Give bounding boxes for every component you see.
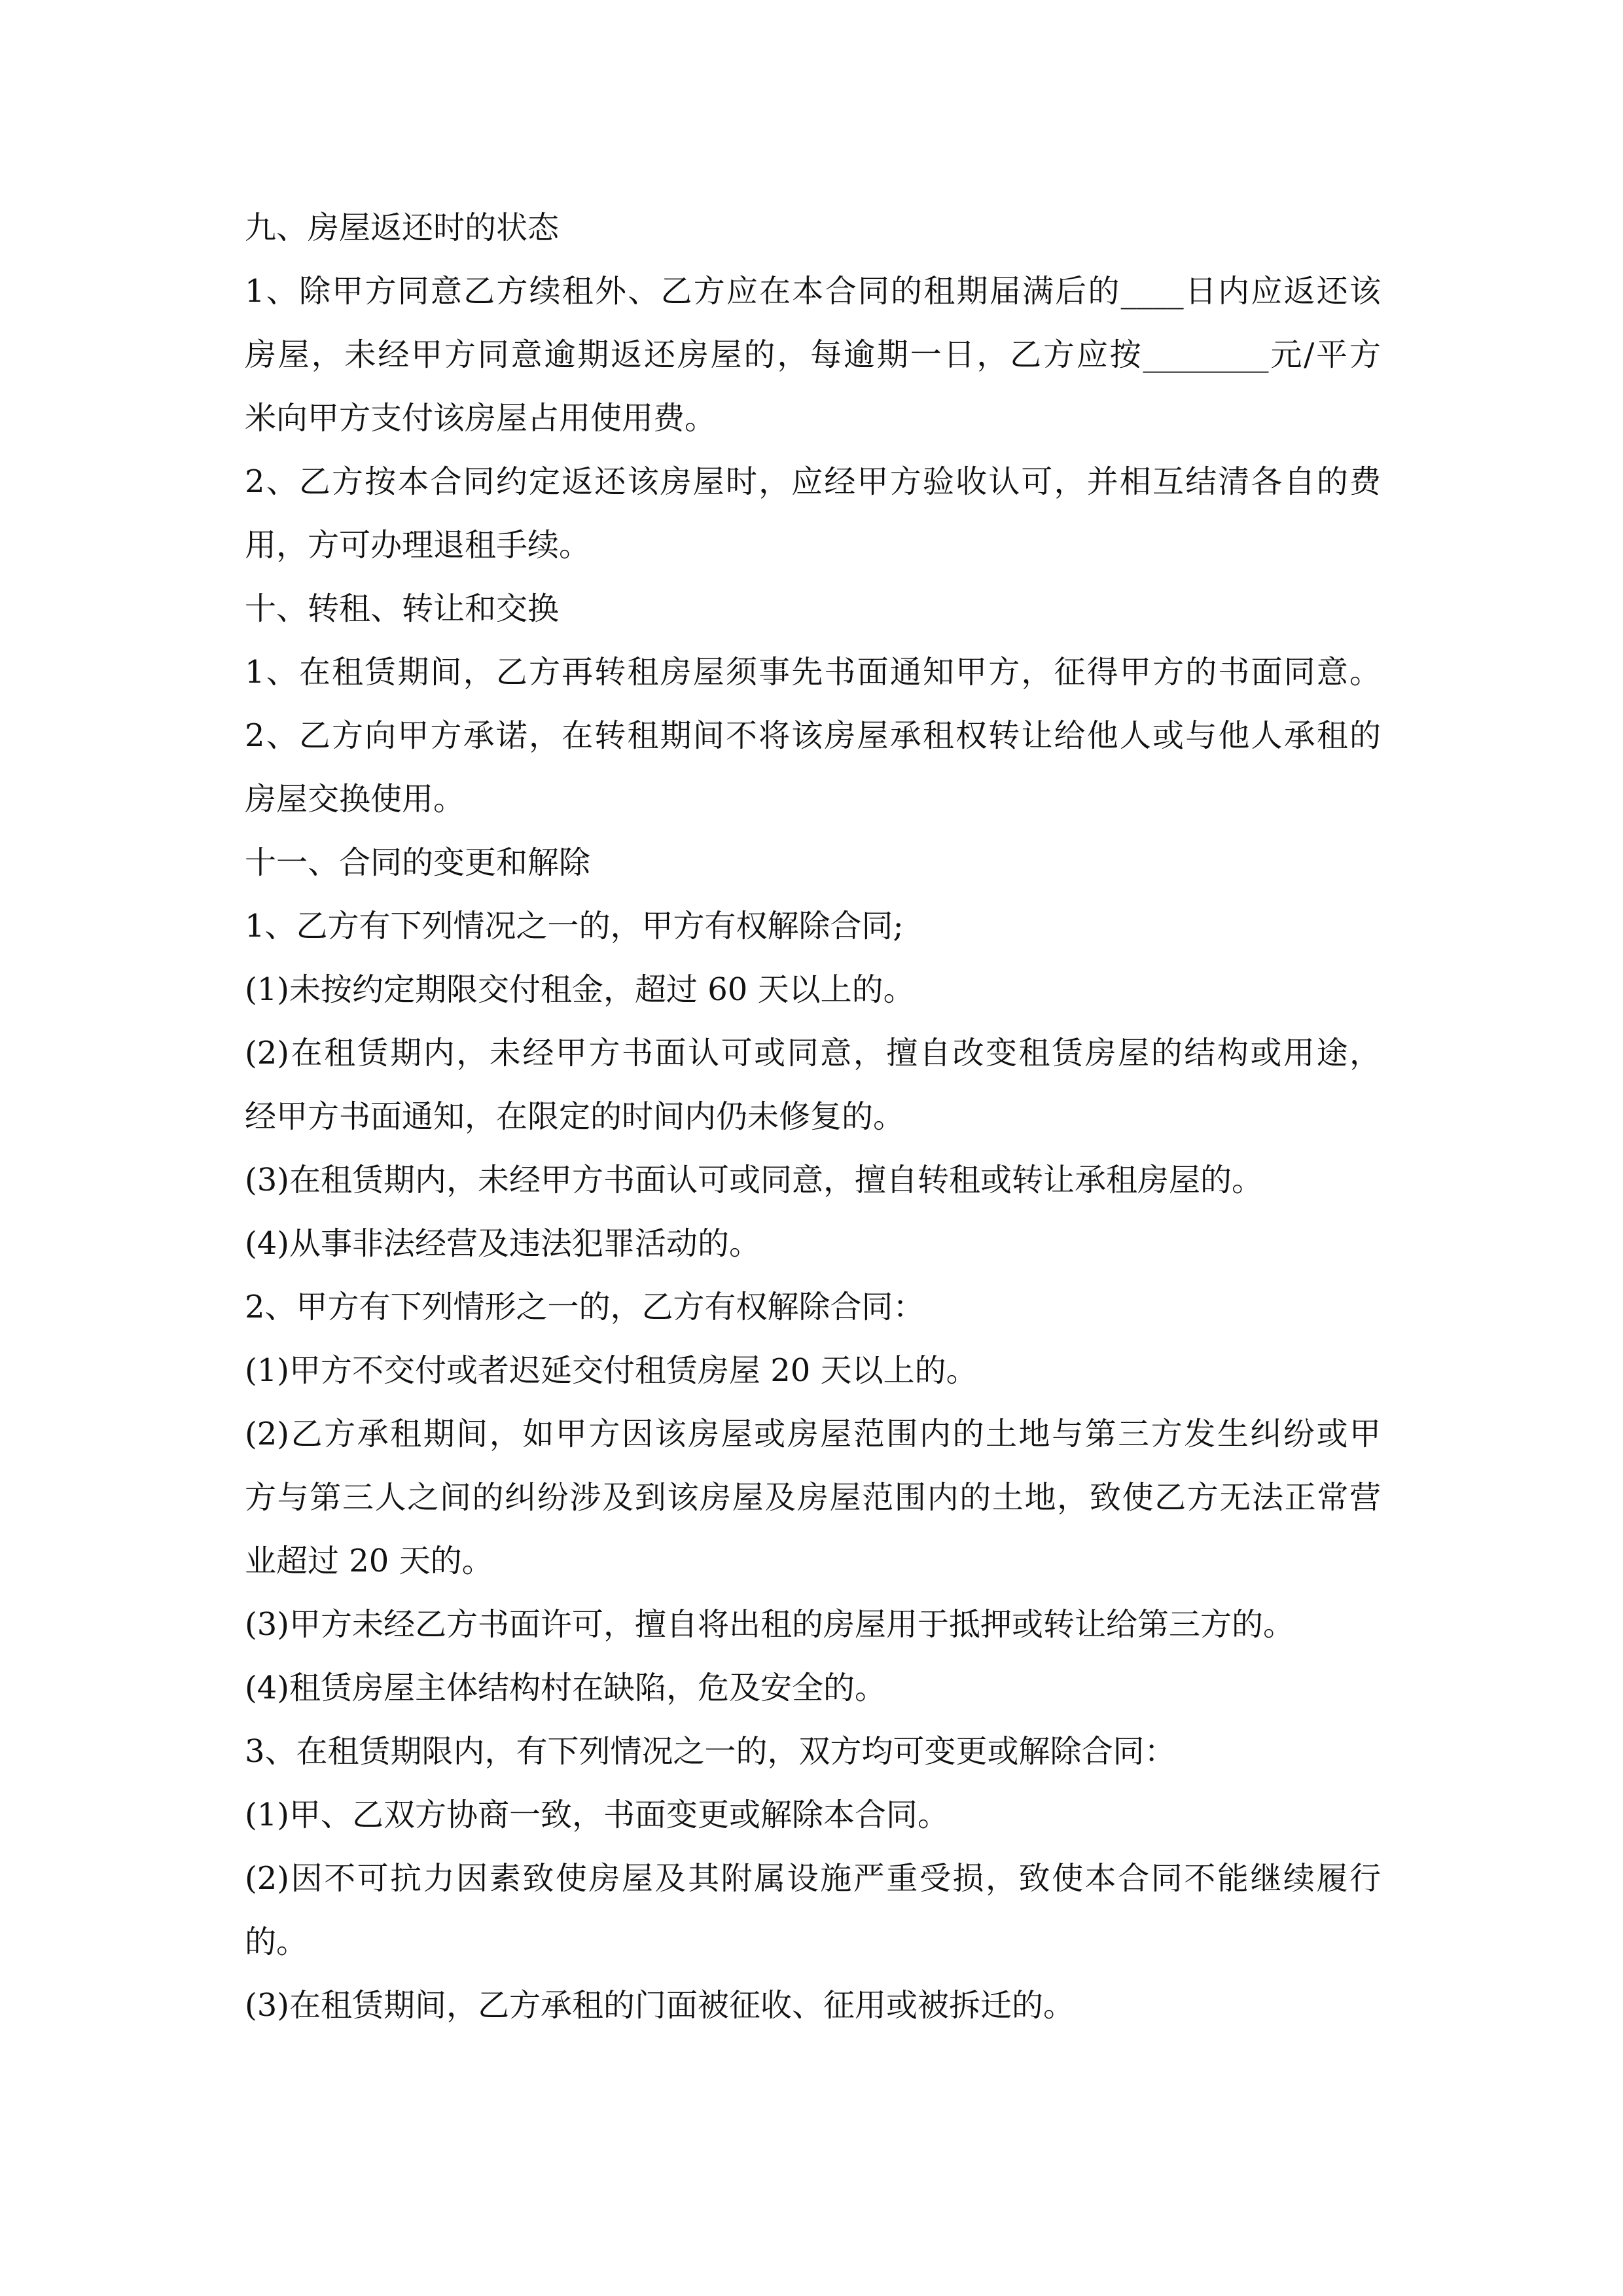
text-line: 十一、合同的变更和解除 xyxy=(245,844,591,881)
text-line: 3、在租赁期限内，有下列情况之一的，双方均可变更或解除合同： xyxy=(245,1733,1176,1770)
text-line: 九、房屋返还时的状态 xyxy=(245,209,560,246)
text-line: 十、转租、转让和交换 xyxy=(245,590,560,627)
text-line: (4)从事非法经营及违法犯罪活动的。 xyxy=(245,1225,760,1262)
text-line: 方与第三人之间的纠纷涉及到该房屋及房屋范围内的土地，致使乙方无法正常营 xyxy=(245,1479,1381,1516)
text-line: 米向甲方支付该房屋占用使用费。 xyxy=(245,400,717,437)
text-line: (2)在租赁期内，未经甲方书面认可或同意，擅自改变租赁房屋的结构或用途， xyxy=(245,1035,1381,1071)
text-line: (3)在租赁期间，乙方承租的门面被征收、征用或被拆迁的。 xyxy=(245,1987,1075,2024)
text-line: (1)甲方不交付或者迟延交付租赁房屋 20 天以上的。 xyxy=(245,1352,978,1389)
text-line: (1)未按约定期限交付租金，超过 60 天以上的。 xyxy=(245,971,915,1008)
text-line: (3)在租赁期内，未经甲方书面认可或同意，擅自转租或转让承租房屋的。 xyxy=(245,1162,1263,1198)
text-line: 用，方可办理退租手续。 xyxy=(245,527,591,564)
text-line: (2)因不可抗力因素致使房屋及其附属设施严重受损，致使本合同不能继续履行 xyxy=(245,1860,1381,1897)
text-line: 1、除甲方同意乙方续租外、乙方应在本合同的租期届满后的____日内应返还该 xyxy=(245,273,1381,310)
text-line: (2)乙方承租期间，如甲方因该房屋或房屋范围内的土地与第三方发生纠纷或甲 xyxy=(245,1416,1381,1452)
text-line: 房屋交换使用。 xyxy=(245,781,465,817)
text-line: (3)甲方未经乙方书面许可，擅自将出租的房屋用于抵押或转让给第三方的。 xyxy=(245,1606,1294,1643)
text-line: 经甲方书面通知，在限定的时间内仍未修复的。 xyxy=(245,1098,905,1135)
text-line: 1、乙方有下列情况之一的，甲方有权解除合同; xyxy=(245,908,904,944)
text-line: 房屋，未经甲方同意逾期返还房屋的，每逾期一日，乙方应按________元/平方 xyxy=(245,336,1381,373)
text-line: (1)甲、乙双方协商一致，书面变更或解除本合同。 xyxy=(245,1797,949,1833)
text-line: (4)租赁房屋主体结构村在缺陷，危及安全的。 xyxy=(245,1670,886,1706)
text-line: 2、乙方向甲方承诺，在转租期间不将该房屋承租权转让给他人或与他人承租的 xyxy=(245,717,1381,754)
document-page xyxy=(245,196,1381,2037)
text-line: 2、甲方有下列情形之一的，乙方有权解除合同： xyxy=(245,1289,925,1325)
text-line: 业超过 20 天的。 xyxy=(245,1543,493,1579)
text-line: 的。 xyxy=(245,1924,308,1960)
text-line: 1、在租赁期间，乙方再转租房屋须事先书面通知甲方，征得甲方的书面同意。 xyxy=(245,654,1381,691)
text-line: 2、乙方按本合同约定返还该房屋时，应经甲方验收认可，并相互结清各自的费 xyxy=(245,463,1381,500)
